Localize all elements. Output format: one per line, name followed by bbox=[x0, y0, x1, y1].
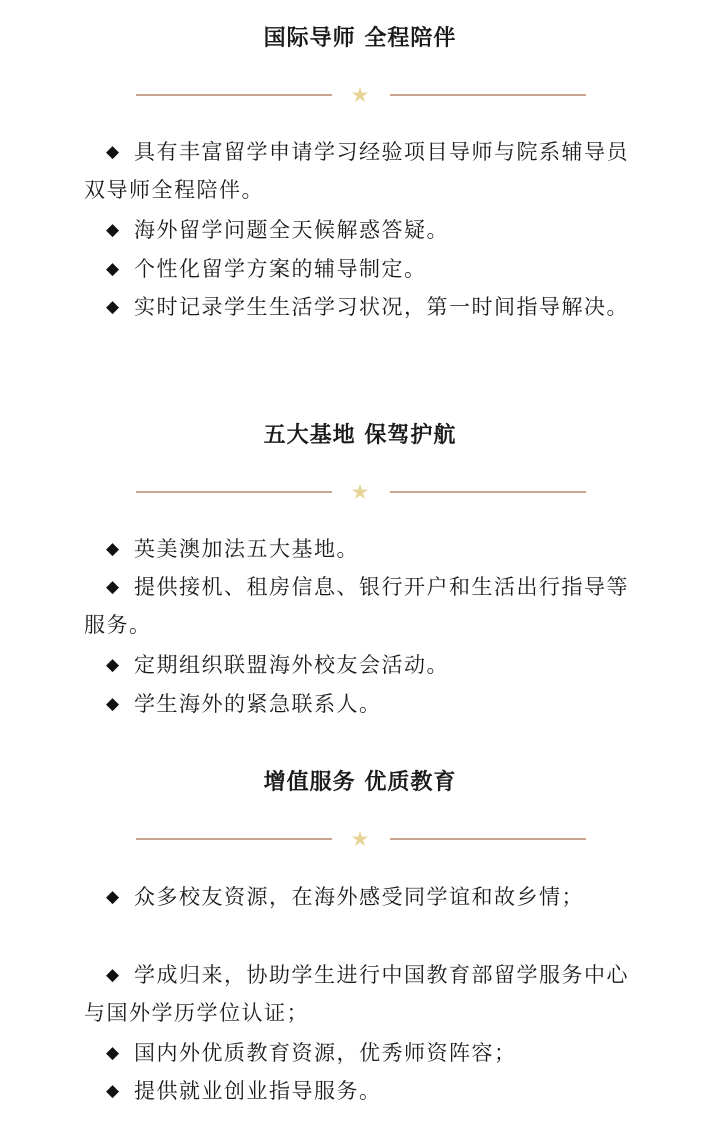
divider-line-right bbox=[390, 491, 586, 493]
list-item bbox=[84, 1072, 644, 1110]
list-item-text: 众多校友资源，在海外感受同学谊和故乡情； bbox=[134, 885, 584, 909]
divider-line-left bbox=[136, 94, 332, 96]
list-item bbox=[84, 1034, 644, 1072]
list-item-text: 实时记录学生生活学习状况，第一时间指导解决。 bbox=[134, 295, 629, 319]
list-item bbox=[84, 956, 644, 1032]
star-icon: ★ bbox=[350, 83, 370, 107]
diamond-bullet-icon: ◆ bbox=[106, 694, 121, 714]
diamond-bullet-icon: ◆ bbox=[106, 142, 121, 162]
list-item-text: 学生海外的紧急联系人。 bbox=[134, 692, 382, 716]
divider-line-left bbox=[136, 838, 332, 840]
diamond-bullet-icon: ◆ bbox=[106, 259, 121, 279]
list-item-text: 海外留学问题全天候解惑答疑。 bbox=[134, 218, 449, 242]
list-item-text: 英美澳加法五大基地。 bbox=[134, 537, 359, 561]
star-icon: ★ bbox=[350, 827, 370, 851]
diamond-bullet-icon: ◆ bbox=[106, 577, 121, 597]
list-item bbox=[84, 250, 644, 288]
list-item bbox=[84, 133, 644, 209]
star-icon: ★ bbox=[350, 480, 370, 504]
section-title-services: 增值服务 优质教育 bbox=[263, 770, 457, 795]
diamond-bullet-icon: ◆ bbox=[106, 539, 121, 559]
list-item bbox=[84, 211, 644, 249]
list-item bbox=[84, 530, 644, 568]
diamond-bullet-icon: ◆ bbox=[106, 887, 121, 907]
section-divider bbox=[0, 827, 720, 851]
divider-line-left bbox=[136, 491, 332, 493]
diamond-bullet-icon: ◆ bbox=[106, 1043, 121, 1063]
diamond-bullet-icon: ◆ bbox=[106, 655, 121, 675]
diamond-bullet-icon: ◆ bbox=[106, 1081, 121, 1101]
list-item-text: 学成归来，协助学生进行中国教育部留学服务中心与国外学历学位认证； bbox=[84, 963, 629, 1025]
section-divider bbox=[0, 83, 720, 107]
list-item-text: 定期组织联盟海外校友会活动。 bbox=[134, 653, 449, 677]
list-item-text: 提供就业创业指导服务。 bbox=[134, 1079, 382, 1103]
divider-line-right bbox=[390, 838, 586, 840]
list-item-text: 提供接机、租房信息、银行开户和生活出行指导等服务。 bbox=[84, 575, 629, 637]
list-item bbox=[84, 568, 644, 644]
list-item-text: 国内外优质教育资源，优秀师资阵容； bbox=[134, 1041, 517, 1065]
list-item bbox=[84, 646, 644, 684]
diamond-bullet-icon: ◆ bbox=[106, 965, 121, 985]
list-item bbox=[84, 288, 644, 326]
diamond-bullet-icon: ◆ bbox=[106, 220, 121, 240]
section-title-bases: 五大基地 保驾护航 bbox=[263, 423, 457, 448]
diamond-bullet-icon: ◆ bbox=[106, 297, 121, 317]
section-divider bbox=[0, 480, 720, 504]
section-title-mentors: 国际导师 全程陪伴 bbox=[263, 26, 457, 51]
divider-line-right bbox=[390, 94, 586, 96]
list-item-text: 具有丰富留学申请学习经验项目导师与院系辅导员双导师全程陪伴。 bbox=[84, 140, 629, 202]
list-item-text: 个性化留学方案的辅导制定。 bbox=[134, 257, 427, 281]
list-item bbox=[84, 878, 644, 916]
list-item bbox=[84, 685, 644, 723]
